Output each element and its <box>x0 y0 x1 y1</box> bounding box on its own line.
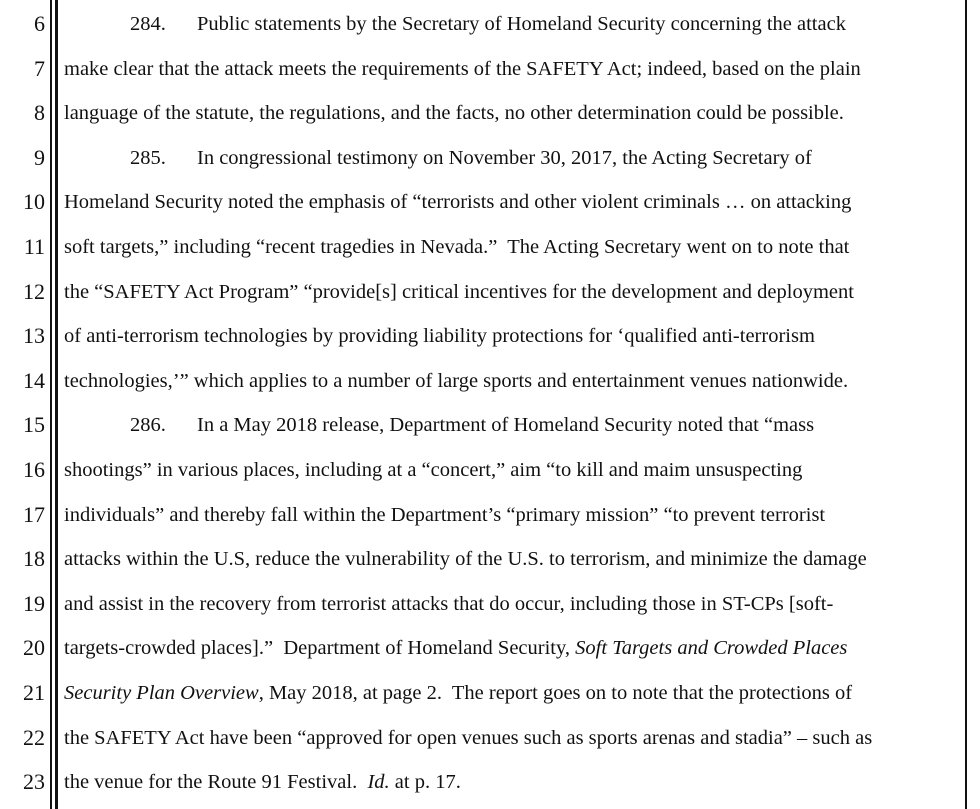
text-segment: and assist in the recovery from terrorist attacks that do occur, including those in ST-CPs [soft- <box>64 592 834 615</box>
line-number: 6 <box>34 11 45 36</box>
line-number: 22 <box>23 724 45 750</box>
text-segment: attacks within the U.S, reduce the vulnerability of the U.S. to terrorism, and minimize the damage <box>64 548 867 571</box>
line-number: 12 <box>23 278 45 304</box>
text-segment: shootings” in various places, including at a “concert,” aim “to kill and maim unsuspecting <box>64 459 803 481</box>
text-segment: of anti-terrorism technologies by providing liability protections for ‘qualified anti-terrorism <box>64 325 815 348</box>
paragraph-number: 286. <box>130 414 166 437</box>
text-segment: In a May 2018 release, Department of Homeland Security noted that “mass <box>197 414 815 437</box>
text-line <box>64 591 833 617</box>
line-number: 23 <box>23 769 45 795</box>
text-segment: , May 2018, at page 2. The report goes on to note that the protections of <box>258 682 853 704</box>
italic-citation: Security Plan Overview <box>64 682 259 704</box>
line-number: 17 <box>23 501 45 527</box>
text-line <box>64 457 802 483</box>
text-line <box>64 189 851 215</box>
line-number: 10 <box>23 189 45 215</box>
italic-citation: Soft Targets and Crowded Places <box>575 637 848 660</box>
line-number: 21 <box>23 680 45 705</box>
text-segment: soft targets,” including “recent tragedies in Nevada.” The Acting Secretary went on to note that <box>64 236 850 258</box>
line-number: 11 <box>23 234 45 259</box>
text-line <box>64 680 852 706</box>
italic-citation: Id. <box>367 771 390 794</box>
text-segment: targets-crowded places].” Department of Homeland Security, <box>64 637 576 660</box>
line-number: 15 <box>23 412 45 438</box>
text-line <box>64 234 849 260</box>
text-line <box>64 11 846 37</box>
text-segment: make clear that the attack meets the requirements of the SAFETY Act; indeed, based on the plain <box>64 57 861 80</box>
line-number: 18 <box>23 546 45 572</box>
text-segment: the “SAFETY Act Program” “provide[s] critical incentives for the development and deployment <box>64 280 854 303</box>
right-margin-rule <box>965 0 967 809</box>
text-segment: individuals” and thereby fall within the Department’s “primary mission” “to prevent terrorist <box>64 503 826 526</box>
text-line <box>64 56 861 82</box>
text-segment: Homeland Security noted the emphasis of “terrorists and other violent criminals … on attacking <box>64 191 852 214</box>
text-segment: In congressional testimony on November 30, 2017, the Acting Secretary of <box>197 146 812 169</box>
line-number: 7 <box>34 55 45 81</box>
text-segment: at p. 17. <box>389 771 461 794</box>
text-line <box>64 725 872 751</box>
line-number: 9 <box>34 144 45 170</box>
margin-rule-thin <box>50 0 52 809</box>
text-line <box>64 368 848 394</box>
text-line <box>64 502 825 528</box>
text-segment: the venue for the Route 91 Festival. <box>64 771 368 794</box>
line-number: 14 <box>23 367 45 393</box>
text-line <box>64 546 867 572</box>
line-number: 19 <box>23 590 45 616</box>
text-segment: the SAFETY Act have been “approved for open venues such as sports arenas and stadia” – such as <box>64 726 873 749</box>
text-segment: technologies,’” which applies to a number of large sports and entertainment venues nationwide. <box>64 369 849 392</box>
text-line <box>64 279 854 305</box>
text-line <box>64 145 812 171</box>
line-number: 16 <box>23 457 45 482</box>
line-number: 13 <box>23 323 45 349</box>
text-line <box>64 412 814 438</box>
margin-rule-thick <box>55 0 58 809</box>
line-number: 20 <box>23 635 45 661</box>
paragraph-number: 285. <box>130 146 166 169</box>
text-line <box>64 323 815 349</box>
text-line <box>64 100 844 126</box>
text-segment: Public statements by the Secretary of Homeland Security concerning the attack <box>197 13 846 35</box>
paragraph-number: 284. <box>130 13 166 35</box>
line-number: 8 <box>34 100 45 126</box>
text-segment: language of the statute, the regulations, and the facts, no other determination could be possible. <box>64 102 844 125</box>
text-line <box>64 635 847 661</box>
text-line <box>64 769 461 795</box>
